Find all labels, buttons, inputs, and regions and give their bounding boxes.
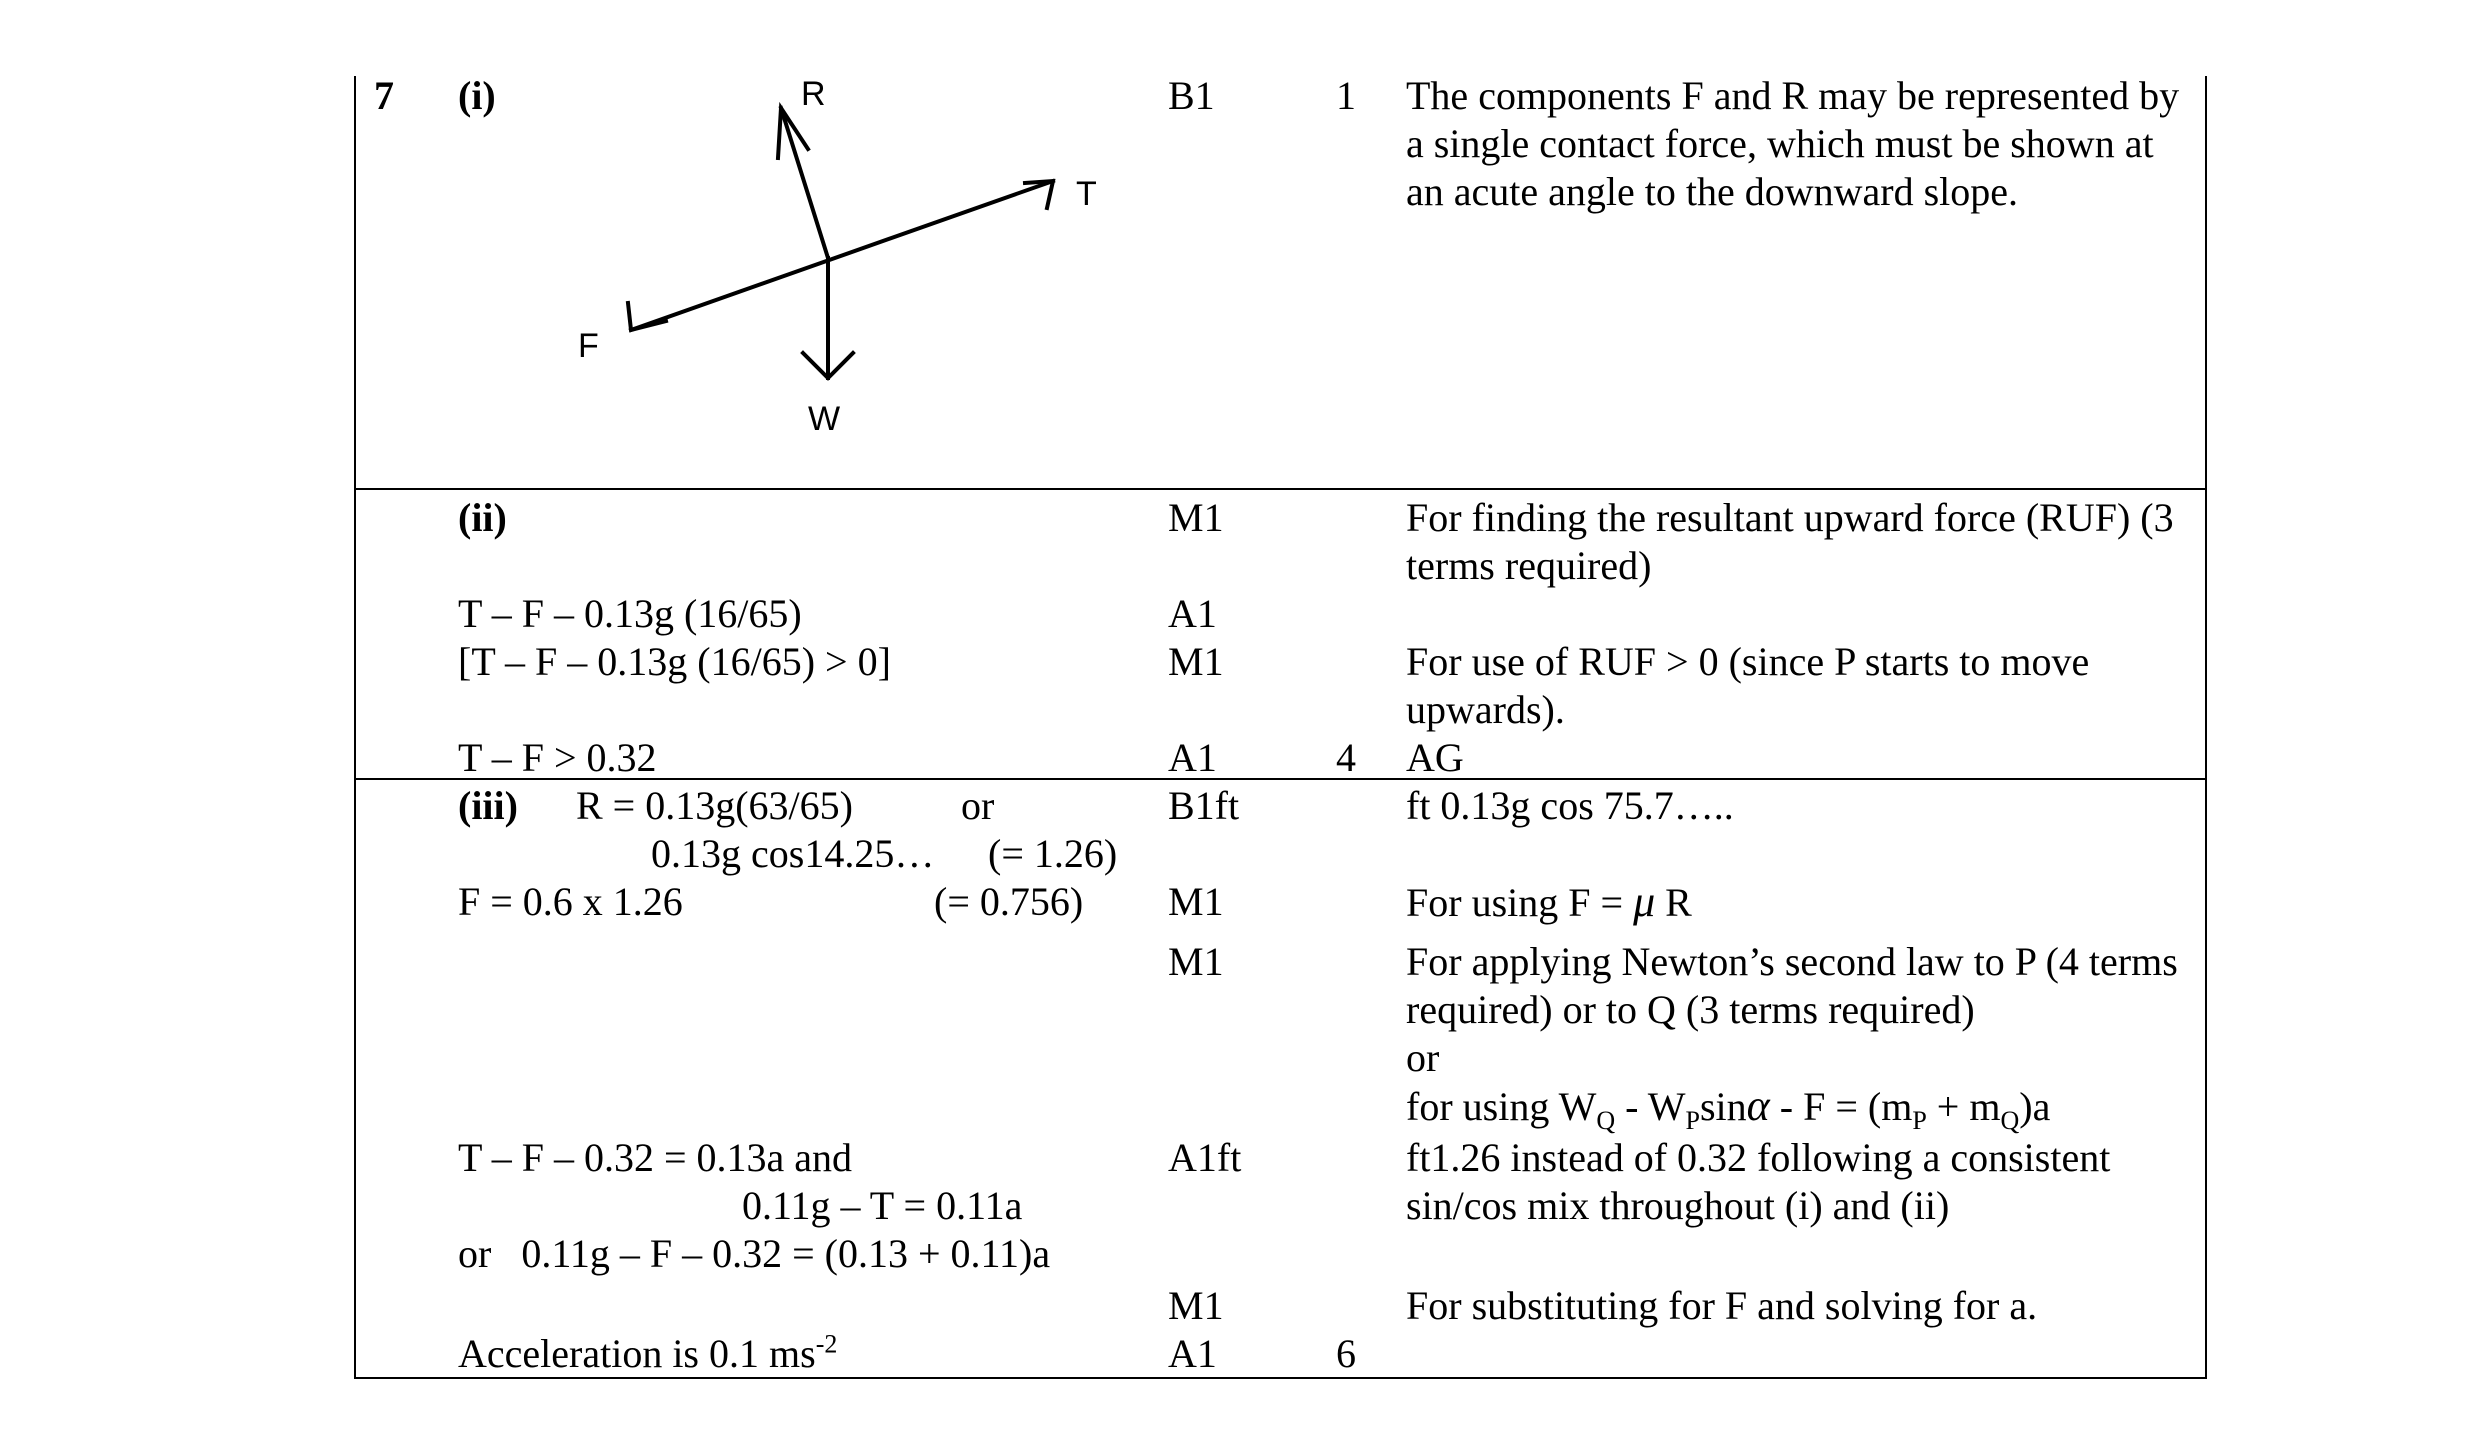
c4-sub-p: P [1685, 1106, 1700, 1135]
mark-ii-4: A1 [1168, 735, 1217, 780]
alpha-symbol: α [1746, 1081, 1770, 1130]
table-left-border [354, 76, 356, 1379]
mark-ii-1: M1 [1168, 495, 1224, 540]
c4-mid4: + m [1926, 1084, 2001, 1129]
arrowhead-f [628, 303, 666, 330]
total-i: 1 [1336, 73, 1356, 118]
label-r: R [801, 75, 826, 113]
part-label-ii: (ii) [458, 495, 507, 540]
label-t: T [1076, 175, 1097, 213]
comment-i: The components F and R may be represented by a single contact force, which must be shown at an acute angle to the downward slope. [1406, 73, 2180, 214]
comment-iii-3-or: or [1406, 1035, 1440, 1080]
mark-ii-2: A1 [1168, 591, 1217, 636]
work-iii-f-eq: F = 0.6 x 1.26 [458, 879, 683, 924]
c4-sub-mq: Q [2000, 1106, 2020, 1135]
work-ii-2: T – F – 0.13g (16/65) [458, 591, 802, 636]
work-iii-r-alt: 0.13g cos14.25… [651, 831, 935, 876]
mark-ii-3: M1 [1168, 639, 1224, 684]
accel-text: Acceleration is 0.1 ms [458, 1331, 816, 1376]
c4-mid1: - W [1615, 1084, 1686, 1129]
part-label-iii: (iii) [458, 783, 518, 828]
c4-pre: for using W [1406, 1084, 1597, 1129]
mark-iii-6: A1 [1168, 1331, 1217, 1376]
comment-iii-4 [1406, 1081, 2051, 1135]
mark-iii-1: B1ft [1168, 783, 1240, 828]
part-label-i: (i) [458, 73, 496, 118]
table-right-border [2205, 76, 2207, 1379]
label-w: W [808, 400, 841, 438]
work-iii-eq2: 0.11g – T = 0.11a [742, 1183, 1023, 1228]
c4-sub-mp: P [1912, 1106, 1927, 1135]
c4-sin: sin [1699, 1084, 1747, 1129]
force-diagram [560, 70, 1120, 450]
total-ii: 4 [1336, 735, 1356, 780]
row-divider-i-ii [354, 488, 2207, 490]
accel-exponent: -2 [815, 1329, 838, 1359]
work-iii-or1: or [961, 783, 995, 828]
force-arrow-r [781, 108, 828, 258]
work-ii-3: [T – F – 0.13g (16/65) > 0] [458, 639, 891, 684]
comment-iii-5: ft1.26 instead of 0.32 following a consistent sin/cos mix throughout (i) and (ii) [1406, 1135, 2111, 1228]
mark-iii-5: M1 [1168, 1283, 1224, 1328]
work-iii-accel [458, 1330, 837, 1378]
mu-symbol: μ [1633, 877, 1656, 926]
work-iii-eq1: T – F – 0.32 = 0.13a and [458, 1135, 853, 1180]
comment-iii-3: For applying Newton’s second law to P (4 terms required) or to Q (3 terms required) [1406, 939, 2178, 1032]
mark-iii-4: A1ft [1168, 1135, 1242, 1180]
comment-iii-2 [1406, 878, 1692, 927]
comment-ii-3: For use of RUF > 0 (since P starts to move upwards). [1406, 639, 2090, 732]
c4-sub-q: Q [1596, 1106, 1616, 1135]
work-iii-eq3: or 0.11g – F – 0.32 = (0.13 + 0.11)a [458, 1231, 1051, 1276]
label-f: F [578, 327, 599, 365]
comment-ii-4: AG [1406, 735, 1464, 780]
force-line-t-f [631, 181, 1053, 330]
work-iii-r-val: (= 1.26) [988, 831, 1118, 876]
comment-iii-2-text-a: For using F = [1406, 880, 1634, 925]
comment-iii-2-text-b: R [1655, 880, 1692, 925]
comment-ii-1: For finding the resultant upward force (RUF) (3 terms required) [1406, 495, 2174, 588]
question-number: 7 [374, 73, 394, 118]
work-iii-f-val: (= 0.756) [934, 879, 1084, 924]
comment-iii-1: ft 0.13g cos 75.7….. [1406, 783, 1734, 828]
work-iii-r-eq: R = 0.13g(63/65) [576, 783, 853, 828]
total-iii: 6 [1336, 1331, 1356, 1376]
work-ii-4: T – F > 0.32 [458, 735, 657, 780]
comment-iii-6: For substituting for F and solving for a. [1406, 1283, 2038, 1328]
mark-iii-3: M1 [1168, 939, 1224, 984]
mark-i: B1 [1168, 73, 1215, 118]
c4-mid3: - F = (m [1769, 1084, 1913, 1129]
c4-end: )a [2019, 1084, 2051, 1129]
mark-iii-2: M1 [1168, 879, 1224, 924]
